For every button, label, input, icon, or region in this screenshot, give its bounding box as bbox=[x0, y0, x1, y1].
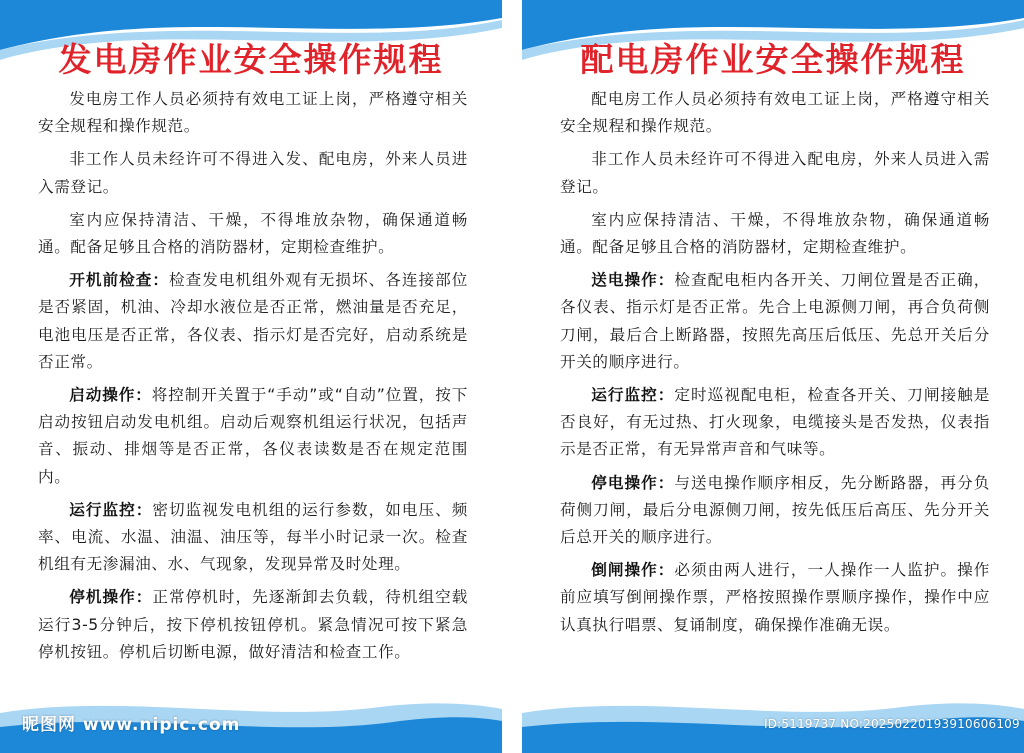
right-paragraph-power-on: 送电操作：检查配电柜内各开关、刀闸位置是否正确，各仪表、指示灯是否正常。先合上电源侧刀闸，再合负荷侧刀闸，最后合上断路器，按照先高压后低压、先总开关后分开关的顺序进行。 bbox=[560, 271, 990, 371]
gutter bbox=[502, 0, 522, 753]
section-heading: 开机前检查： bbox=[69, 271, 169, 290]
site-watermark: 昵图网 www.nipic.com bbox=[22, 715, 241, 735]
right-paragraph-switching: 倒闸操作：必须由两人进行，一人操作一人监护。操作前应填写倒闸操作票，严格按照操作票顺序操作，操作中应认真执行唱票、复诵制度，确保操作准确无误。 bbox=[560, 561, 990, 634]
left-paragraph: 非工作人员未经许可不得进入发、配电房，外来人员进入需登记。 bbox=[38, 150, 468, 196]
right-title: 配电房作业安全操作规程 bbox=[580, 40, 966, 79]
right-board bbox=[522, 0, 1024, 753]
section-heading: 停机操作： bbox=[69, 588, 153, 607]
left-paragraph: 发电房工作人员必须持有效电工证上岗，严格遵守相关安全规程和操作规范。 bbox=[38, 90, 468, 136]
right-paragraph-run-monitor: 运行监控：定时巡视配电柜，检查各开关、刀闸接触是否良好，有无过热、打火现象，电缆接头是否发热，仪表指示是否正常，有无异常声音和气味等。 bbox=[560, 386, 990, 459]
left-content bbox=[38, 86, 468, 672]
right-paragraph: 室内应保持清洁、干燥，不得堆放杂物，确保通道畅通。配备足够且合格的消防器材，定期检查维护。 bbox=[560, 210, 990, 257]
left-paragraph-stop-operation: 停机操作：正常停机时，先逐渐卸去负载，待机组空载运行3-5分钟后，按下停机按钮停机。紧急情况可按下紧急停机按钮。停机后切断电源，做好清洁和检查工作。 bbox=[38, 588, 468, 661]
left-board bbox=[0, 0, 502, 753]
section-heading: 停电操作： bbox=[591, 473, 675, 492]
section-heading: 送电操作： bbox=[591, 271, 675, 290]
right-paragraph: 非工作人员未经许可不得进入配电房，外来人员进入需登记。 bbox=[560, 150, 990, 196]
id-watermark: ID:5119737 NO:20250220193910606109 bbox=[764, 717, 1020, 731]
left-paragraph-start-operation: 启动操作：将控制开关置于“手动”或“自动”位置，按下启动按钮启动发电机组。启动后观察机组运行状况，包括声音、振动、排烟等是否正常，各仪表读数是否在规定范围内。 bbox=[38, 386, 468, 486]
section-heading: 倒闸操作： bbox=[591, 561, 675, 580]
section-heading: 运行监控： bbox=[591, 386, 675, 405]
left-paragraph-run-monitor: 运行监控：密切监视发电机组的运行参数，如电压、频率、电流、水温、油温、油压等，每半小时记录一次。检查机组有无渗漏油、水、气现象，发现异常及时处理。 bbox=[38, 500, 468, 574]
section-heading: 运行监控： bbox=[69, 500, 153, 519]
right-paragraph: 配电房工作人员必须持有效电工证上岗，严格遵守相关安全规程和操作规范。 bbox=[560, 90, 990, 136]
right-content bbox=[560, 86, 990, 645]
right-paragraph-power-off: 停电操作：与送电操作顺序相反，先分断路器，再分负荷侧刀闸，最后分电源侧刀闸，按先低压后高压、先分开关后总开关的顺序进行。 bbox=[560, 473, 990, 547]
left-paragraph-startup-check: 开机前检查：检查发电机组外观有无损坏、各连接部位是否紧固，机油、冷却水液位是否正常，燃油量是否充足，电池电压是否正常，各仪表、指示灯是否完好，启动系统是否正常。 bbox=[38, 271, 468, 371]
left-title: 发电房作业安全操作规程 bbox=[58, 40, 444, 79]
section-heading: 启动操作： bbox=[69, 386, 152, 405]
left-paragraph: 室内应保持清洁、干燥，不得堆放杂物，确保通道畅通。配备足够且合格的消防器材，定期检查维护。 bbox=[38, 210, 468, 257]
